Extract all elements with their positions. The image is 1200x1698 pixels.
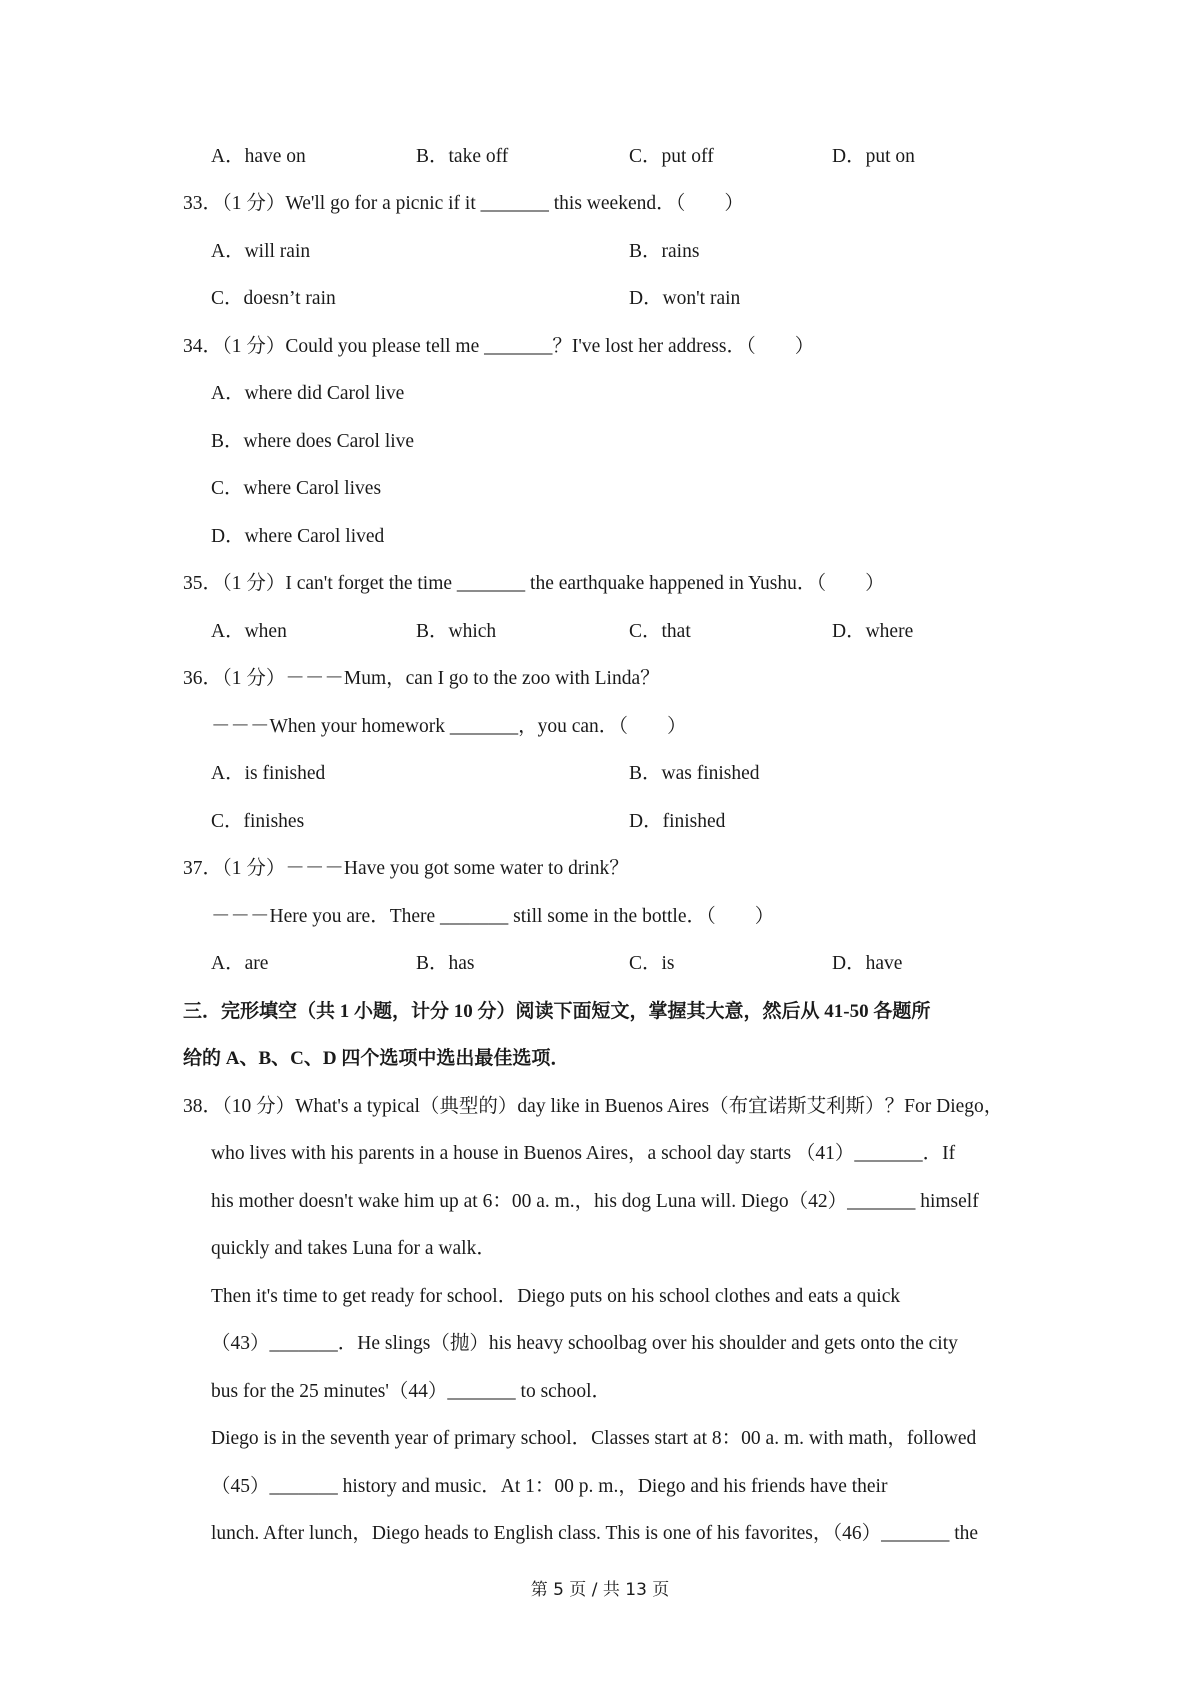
q37-option-d: D．have <box>832 953 903 974</box>
q33-stem: 33．（1 分）We'll go for a picnic if it _______ this weekend．（ ） <box>183 193 744 214</box>
q38-line-8: Diego is in the seventh year of primary school．Classes start at 8：00 a. m. with math，followed <box>211 1428 977 1449</box>
q35-option-c: C．that <box>629 621 691 642</box>
section3-heading-line2: 给的 A、B、C、D 四个选项中选出最佳选项． <box>183 1048 570 1069</box>
q35-option-a: A．when <box>211 621 287 642</box>
q37-stem-1: 37．（1 分）－－－Have you got some water to drink？ <box>183 858 629 879</box>
q36-option-a: A．is finished <box>211 763 326 784</box>
q38-line-7: bus for the 25 minutes'（44）_______ to school． <box>211 1381 611 1402</box>
q37-option-c: C．is <box>629 953 675 974</box>
q34-option-b: B．where does Carol live <box>211 431 415 452</box>
q38-line-2: who lives with his parents in a house in Buenos Aires，a school day starts （41）_______．If <box>211 1143 956 1164</box>
q33-option-d: D．won't rain <box>629 288 741 309</box>
q36-option-c: C．finishes <box>211 811 305 832</box>
q33-option-a: A．will rain <box>211 241 311 262</box>
q37-option-b: B．has <box>416 953 475 974</box>
q38-line-9: （45）_______ history and music．At 1：00 p. m.，Diego and his friends have their <box>211 1476 888 1497</box>
q37-stem-2: －－－Here you are．There _______ still some in the bottle．（ ） <box>211 906 775 927</box>
q32-option-a: A．have on <box>211 146 306 167</box>
q34-option-c: C．where Carol lives <box>211 478 382 499</box>
q32-option-b: B．take off <box>416 146 509 167</box>
section3-heading-line1: 三．完形填空（共 1 小题，计分 10 分）阅读下面短文，掌握其大意，然后从 41-50 各题所 <box>183 1001 931 1022</box>
page-footer: 第 5 页 / 共 13 页 <box>530 1580 670 1600</box>
q38-line-5: Then it's time to get ready for school．Diego puts on his school clothes and eats a quick <box>211 1286 901 1307</box>
q38-line-6: （43）_______．He slings（抛）his heavy schoolbag over his shoulder and gets onto the city <box>211 1333 958 1354</box>
q33-option-c: C．doesn’t rain <box>211 288 336 309</box>
q35-stem: 35．（1 分）I can't forget the time _______ the earthquake happened in Yushu．（ ） <box>183 573 885 594</box>
q38-line-1: 38．（10 分）What's a typical（典型的）day like in Buenos Aires（布宜诺斯艾利斯）？For Diego， <box>183 1096 1004 1117</box>
q36-stem-2: －－－When your homework _______，you can．（ ） <box>211 716 687 737</box>
q33-option-b: B．rains <box>629 241 700 262</box>
q34-option-a: A．where did Carol live <box>211 383 405 404</box>
q37-option-a: A．are <box>211 953 269 974</box>
q34-stem: 34．（1 分）Could you please tell me _______？I've lost her address．（ ） <box>183 336 815 357</box>
q38-line-10: lunch. After lunch，Diego heads to English class. This is one of his favorites，（46）_______ the <box>211 1523 979 1544</box>
q38-line-3: his mother doesn't wake him up at 6：00 a. m.，his dog Luna will. Diego（42）_______ himself <box>211 1191 979 1212</box>
q36-stem-1: 36．（1 分）－－－Mum，can I go to the zoo with Linda？ <box>183 668 660 689</box>
q38-line-4: quickly and takes Luna for a walk． <box>211 1238 496 1259</box>
q35-option-b: B．which <box>416 621 497 642</box>
q36-option-b: B．was finished <box>629 763 760 784</box>
q32-option-c: C．put off <box>629 146 714 167</box>
q34-option-d: D．where Carol lived <box>211 526 385 547</box>
q35-option-d: D．where <box>832 621 914 642</box>
q36-option-d: D．finished <box>629 811 726 832</box>
q32-option-d: D．put on <box>832 146 915 167</box>
